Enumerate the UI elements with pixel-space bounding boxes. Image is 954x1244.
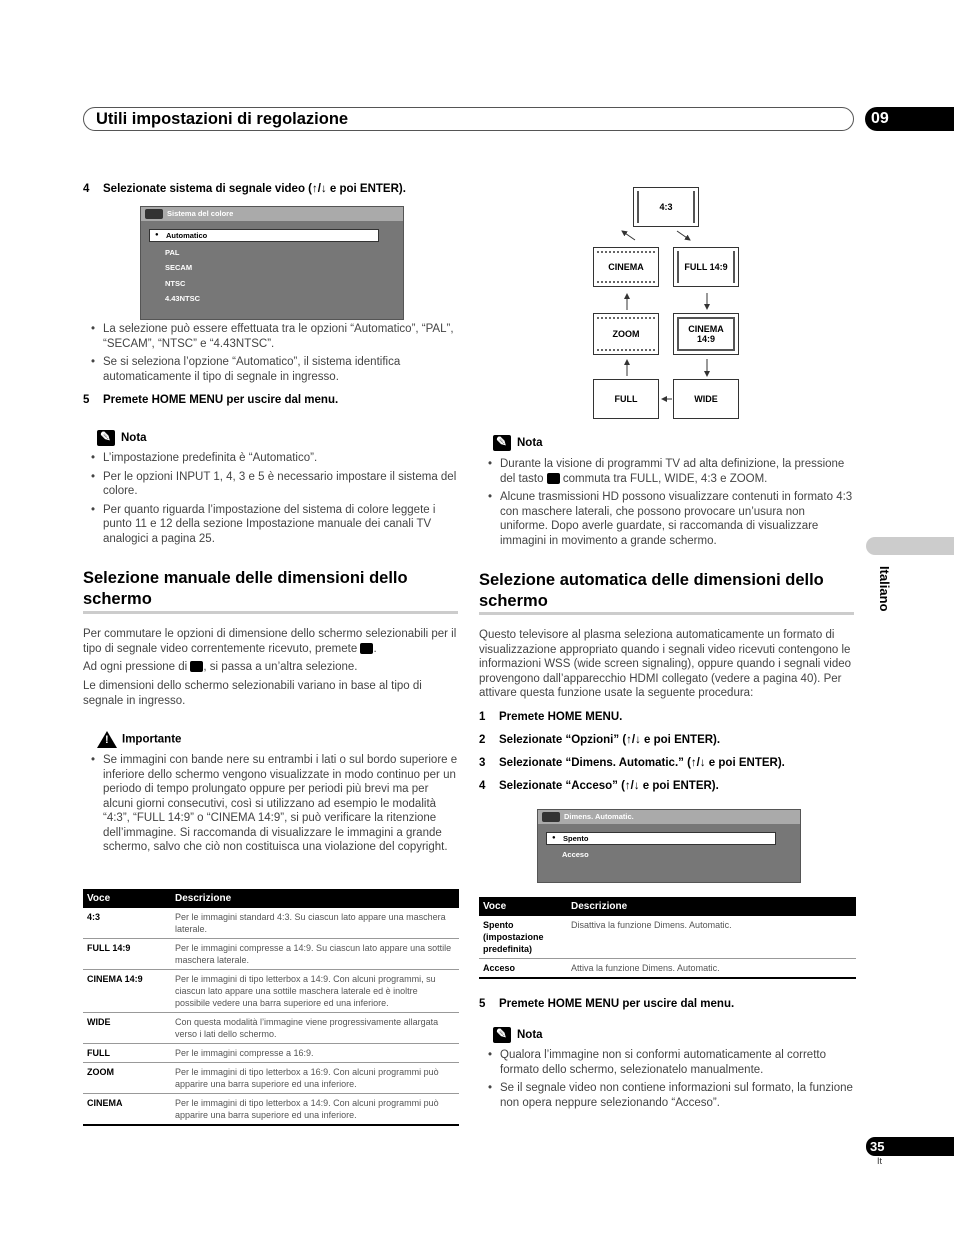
right-step-4: 4 Selezionate “Acceso” (↑/↓ e poi ENTER). [479, 780, 719, 792]
right-note2-bullets [480, 1048, 855, 1114]
right-note2-heading: ✎Nota [493, 1027, 543, 1043]
diagram-box-full-14-9: FULL 14:9 [673, 247, 739, 287]
table-header: Voce [83, 889, 171, 908]
list-item: • Per le opzioni INPUT 1, 4, 3 e 5 è necessario impostare il sistema del colore. [83, 470, 458, 499]
right-step-3: 3 Selezionate “Dimens. Automatic.” (↑/↓ e poi ENTER). [479, 757, 785, 769]
list-item: • Se si seleziona l’opzione “Automatico”, il sistema identifica automaticamente il tipo di segnale in ingresso. [83, 355, 458, 384]
table-row: ZOOM Per le immagini di tipo letterbox a 16:9. Con alcuni programmi può apparire una barra superiore ed una inferiore. [83, 1063, 459, 1094]
left-section-title: Selezione manuale delle dimensioni dello schermo [83, 569, 408, 608]
left-step-5: 5 Premete HOME MENU per uscire dal menu. [83, 394, 339, 406]
osd-selected-item: ● Spento [546, 832, 776, 845]
osd-title: Dimens. Automatic. [564, 812, 634, 821]
list-item: • Se il segnale video non contiene informazioni sul formato, la funzione non opera neppure selezionando “Acceso”. [480, 1081, 855, 1110]
list-item: • Alcune trasmissioni HD possono visualizzare contenuti in formato 4:3 con maschere laterali, che possono provocare un’usura non uniforme. Dopo averle guardate, si raccomanda di visualizzare immagini in movimento a grande schermo. [480, 490, 855, 548]
left-para-3: Le dimensioni dello schermo selezionabili variano in base al tipo di segnale in ingresso. [83, 680, 422, 707]
arrow-43-to-full149 [677, 231, 690, 240]
osd-title: Sistema del colore [167, 209, 234, 218]
left-step-4: 4 Selezionate sistema di segnale video (↑/↓ e poi ENTER). [83, 183, 406, 195]
osd-item: NTSC [165, 279, 186, 288]
language-code: It [877, 1156, 883, 1166]
list-item: • Se immagini con bande nere su entrambi i lati o sul bordo superiore e inferiore dello schermo vengono visualizzate in modo continuo per un periodo di tempo prolungato oppure per periodi più brevi ma per alcuni giorni consecutivi, così si utilizzano ad esempio le modalità “4:3”, “FULL 14:9” o “CINEMA 14:9”, si può verificare la ritenzione dell’immagine. Si raccomanda di visualizzare le immagini a grande schermo, salvo che ciò non costituisca una violazione del copyright. [83, 753, 458, 855]
list-item: • La selezione può essere effettuata tra le opzioni “Automatico”, “PAL”, “SECAM”, “NTSC” e “4.43NTSC”. [83, 322, 458, 351]
diagram-box-cinema-14-9: CINEMA 14:9 [673, 313, 739, 355]
screen-size-button-icon [190, 661, 203, 672]
table-row: Acceso Attiva la funzione Dimens. Automatic. [479, 959, 856, 979]
left-note-bullets [83, 451, 458, 550]
diagram-box-wide: WIDE [673, 379, 739, 419]
left-note-heading: ✎Nota [97, 430, 147, 446]
note-pencil-icon [97, 430, 115, 446]
osd-selected-item: ● Automatico [149, 229, 379, 242]
chapter-number: 09 [865, 107, 954, 131]
osd-auto-size [537, 809, 801, 883]
right-section-title: Selezione automatica delle dimensioni dello schermo [479, 571, 824, 610]
table-row: CINEMA Per le immagini di tipo letterbox a 14:9. Con alcuni programmi può apparire una barra superiore ed una inferiore. [83, 1094, 459, 1126]
left-bullets-1 [83, 322, 458, 388]
table-row: WIDE Con questa modalità l’immagine viene progressivamente allargata verso i lati dello schermo. [83, 1013, 459, 1044]
diagram-box-4-3: 4:3 [633, 187, 699, 227]
right-table [479, 897, 856, 979]
tv-menu-icon [145, 209, 163, 219]
table-row: 4:3 Per le immagini standard 4:3. Su ciascun lato appare una maschera laterale. [83, 908, 459, 939]
screen-size-button-icon [360, 643, 373, 654]
page-title: Utili impostazioni di regolazione [96, 110, 349, 128]
section-rule [479, 612, 854, 615]
left-para-2: Ad ogni pressione di , si passa a un’altra selezione. [83, 661, 358, 673]
screen-size-button-icon [547, 473, 560, 484]
osd-color-system [140, 206, 404, 320]
diagram-box-cinema: CINEMA [593, 247, 659, 287]
table-header: Descrizione [567, 897, 856, 916]
arrow-cinema-to-43 [622, 231, 635, 240]
note-pencil-icon [493, 1027, 511, 1043]
list-item: • Qualora l’immagine non si conformi automaticamente al corretto formato dello schermo, selezionatelo manualmente. [480, 1048, 855, 1077]
table-row: FULL Per le immagini compresse a 16:9. [83, 1044, 459, 1063]
page-number: 35 [866, 1137, 954, 1156]
right-para: Questo televisore al plasma seleziona automaticamente un formato di visualizzazione appropriato quando i segnali video ricevuti contengono le informazioni WSS (wide screen signaling), oppure quando i segnali video provengono dall’apparecchio HDMI collegato (vedere a pagina 40). Per attivare questa funzione usate la seguente procedura: [479, 629, 852, 699]
table-row: FULL 14:9 Per le immagini compresse a 14:9. Su ciascun lato appare una sottile maschera laterale. [83, 939, 459, 970]
osd-item: SECAM [165, 263, 193, 272]
right-step-5: 5 Premete HOME MENU per uscire dal menu. [479, 998, 735, 1010]
list-item: • Per quanto riguarda l’impostazione del sistema di colore leggete i punto 11 e 12 della sezione Impostazione manuale dei canali TV analogici a pagina 25. [83, 503, 458, 547]
right-step-1: 1 Premete HOME MENU. [479, 711, 623, 723]
osd-item: PAL [165, 248, 180, 257]
osd-item: 4.43NTSC [165, 294, 201, 303]
left-para-1: Per commutare le opzioni di dimensione dello schermo selezionabili per il tipo di segnale video correntemente ricevuto, premete . [83, 628, 457, 655]
list-item: • L’impostazione predefinita è “Automatico”. [83, 451, 458, 466]
right-note-bullets [480, 457, 855, 552]
right-note-heading: ✎Nota [493, 435, 543, 451]
table-row: CINEMA 14:9 Per le immagini di tipo letterbox a 14:9. Con alcuni programmi, su ciascun lato appare una sottile maschera laterale ed è inoltre possibile vedere una barra superiore ed una inferiore. [83, 970, 459, 1013]
diagram-box-zoom: ZOOM [593, 313, 659, 355]
important-heading: !Importante [97, 731, 181, 748]
list-item: • Durante la visione di programmi TV ad alta definizione, la pressione del tasto commuta tra FULL, WIDE, 4:3 e ZOOM. [480, 457, 855, 486]
side-tab-marker [866, 537, 954, 555]
tv-menu-icon [542, 812, 560, 822]
table-header: Descrizione [171, 889, 459, 908]
note-pencil-icon [493, 435, 511, 451]
warning-icon [97, 731, 117, 748]
diagram-arrows [590, 187, 750, 422]
osd-item: Acceso [562, 850, 589, 859]
important-bullets [83, 753, 458, 859]
side-tab-label: Italiano [877, 566, 892, 612]
left-table [83, 889, 459, 1126]
section-rule [83, 611, 458, 614]
right-step-2: 2 Selezionate “Opzioni” (↑/↓ e poi ENTER). [479, 734, 721, 746]
diagram-box-full: FULL [593, 379, 659, 419]
table-header: Voce [479, 897, 567, 916]
table-row: Spento (impostazione predefinita) Disattiva la funzione Dimens. Automatic. [479, 916, 856, 959]
